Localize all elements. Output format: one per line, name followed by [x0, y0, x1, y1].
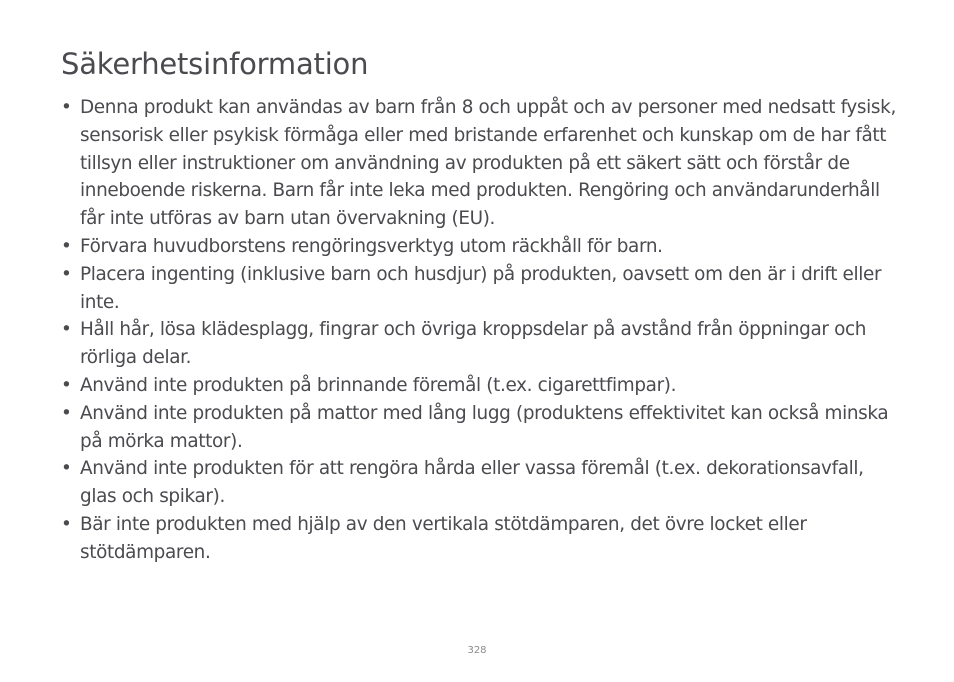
bullet-icon: • — [61, 374, 72, 396]
page-title: Säkerhetsinformation — [61, 47, 369, 81]
list-item-text: Denna produkt kan användas av barn från 8 och uppåt och av personer med nedsatt fysisk, sensorisk eller psykisk förmåga eller med bristande erfarenhet och kunskap om de har fått tillsyn eller instruktioner om användning av produkten på ett säkert sätt och förstår de inneboende riskerna. Barn får inte leka med produkten. Rengöring och användarunderhåll får inte utföras av barn utan övervakning (EU). — [80, 97, 896, 230]
safety-list — [61, 94, 896, 567]
list-item — [61, 316, 896, 372]
list-item-text: Använd inte produkten på brinnande föremål (t.ex. cigarettfimpar). — [80, 374, 677, 396]
list-item — [61, 372, 896, 400]
bullet-icon: • — [61, 97, 72, 118]
bullet-icon: • — [61, 235, 72, 257]
page-number: 328 — [467, 645, 487, 656]
list-item — [61, 261, 896, 317]
bullet-icon: • — [61, 319, 72, 341]
list-item — [61, 455, 896, 511]
bullet-icon: • — [61, 263, 72, 285]
list-item — [61, 94, 896, 233]
bullet-icon: • — [61, 458, 72, 480]
bullet-icon: • — [61, 402, 72, 424]
list-item-text: Håll hår, lösa klädesplagg, fingrar och övriga kroppsdelar på avstånd från öppningar och rörliga delar. — [80, 319, 867, 369]
list-item-text: Förvara huvudborstens rengöringsverktyg utom räckhåll för barn. — [80, 235, 663, 257]
list-item-text: Bär inte produkten med hjälp av den vertikala stötdämparen, det övre locket eller stötdämparen. — [80, 513, 807, 563]
list-item-text: Placera ingenting (inklusive barn och husdjur) på produkten, oavsett om den är i drift eller inte. — [80, 263, 882, 313]
list-item — [61, 233, 896, 261]
list-item-text: Använd inte produkten för att rengöra hårda eller vassa föremål (t.ex. dekorationsavfall, glas och spikar). — [80, 458, 864, 508]
list-item-text: Använd inte produkten på mattor med lång lugg (produktens effektivitet kan också minska på mörka mattor). — [80, 402, 889, 452]
bullet-icon: • — [61, 513, 72, 535]
list-item — [61, 511, 896, 567]
list-item — [61, 400, 896, 456]
